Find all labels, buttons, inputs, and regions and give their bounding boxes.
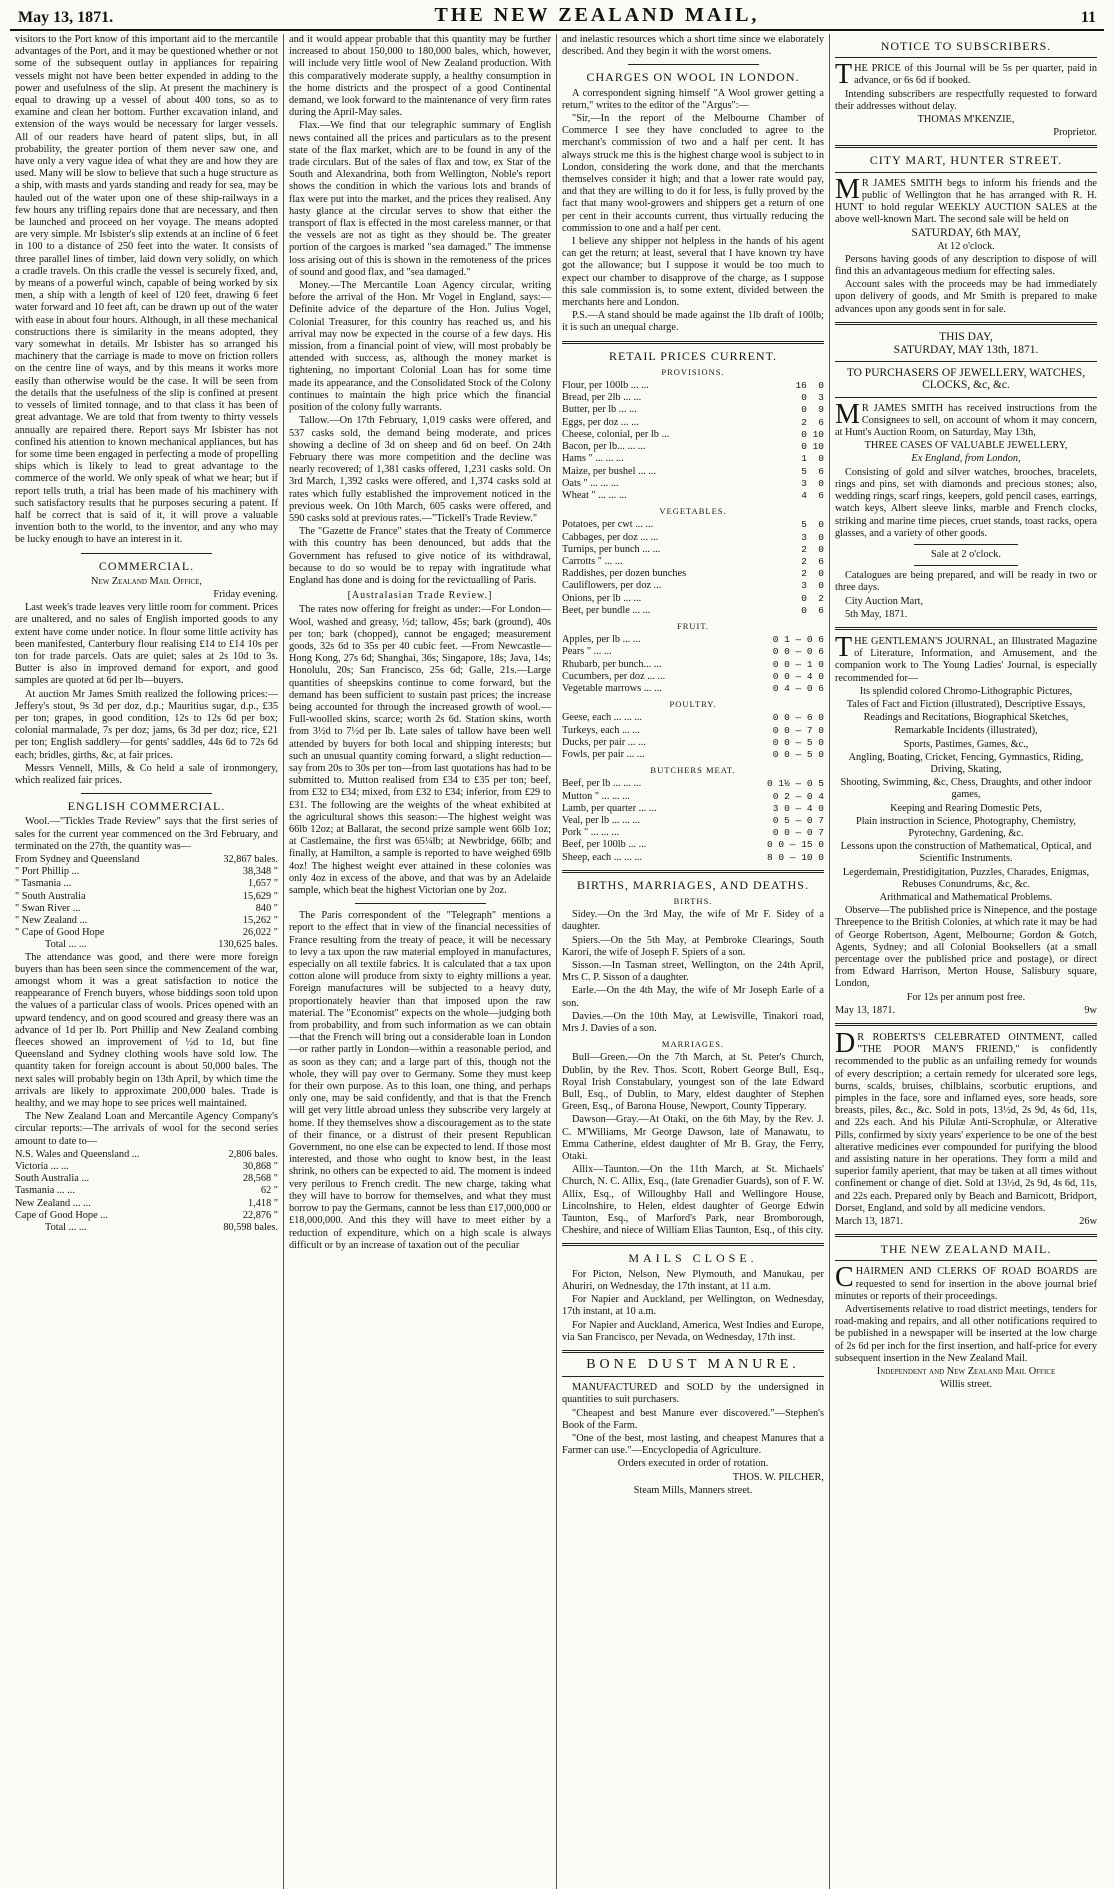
notice-signature: Proprietor.: [1053, 127, 1097, 139]
item-label: Eggs, per doz ... ...: [562, 416, 639, 428]
issue-date: May 13, 1871.: [18, 9, 114, 26]
item-price: 0 2 — 0 4: [772, 790, 824, 802]
list-item: [562, 429, 824, 441]
fruit-heading: FRUIT.: [676, 620, 710, 631]
city-time: At 12 o'clock.: [937, 240, 995, 252]
item-price: 0 1 — 0 6: [772, 634, 824, 646]
marriages-list: [562, 1052, 824, 1237]
charges-paragraph: "Sir,—In the report of the Melbourne Chamber of Commerce I see they have concluded to agree to the merchant's commission of two and a half per cent. It has always struck me this is the highest charge wool is subject to in London, considering the work done, and that the merchants themselves consider it high; and that a lower rate would pay, and that they are willing to do it for less, is fully proved by the fact that many wool-growers and shippers get a return of one per cent in their accounts current, thus virtually reducing the commission to one and a half per cent.: [562, 113, 824, 234]
row-label: From Sydney and Queensland: [15, 854, 140, 865]
item-label: Potatoes, per cwt ... ...: [562, 519, 654, 531]
list-item: [562, 671, 824, 683]
ad-code: 9w: [1084, 1004, 1097, 1016]
item-price: 3 0: [801, 531, 824, 543]
ointment-paragraph: DR ROBERTS'S CELEBRATED OINTMENT, called "THE POOR MAN'S FRIEND," is confidently recommended to the public as an unfailing remedy for wounds of every description; a certain remedy for ulcerated sore legs, burns, scalds, bruises, chilblains, scorbutic eruptions, and pimples in the face, sore and inflamed eyes, sore heads, sore breasts, piles, &c., &c. Sold in pots, 13½d, 2s 9d, 4s 6d, 11s, and 22s each. And his Pilulæ Anti-Scrophulæ, or Alterative Pills, confirmed by sixty years' experience to be one of the best alterative medicines ever compounded for purifying the blood and assisting nature in her operations. They form a mild and superior family aperient, that may be taken at all times without confinement or change of diet. Sold at 13½d, 2s 9d, 4s 6d, 11s, and 22s each. Prepared only by Beach and Barnicott, Bridport, Dorset, England, and sold by all medicine vendors.: [835, 1028, 1097, 1214]
item-price: 4 6: [801, 489, 824, 501]
city-mart-heading: CITY MART, HUNTER STREET.: [869, 153, 1063, 168]
city-paragraph: MR JAMES SMITH begs to inform his friends and the public of Wellington that he has arranged with R. H. HUNT to hold regular WEEKLY AUCTION SALES at the above well-known Mart. The second sale will be held on: [835, 173, 1097, 226]
mails-heading: MAILS CLOSE.: [628, 1251, 758, 1266]
item-label: Turnips, per bunch ... ...: [562, 543, 661, 555]
row-value: 1,657 ": [248, 878, 278, 890]
list-item: Sidey.—On the 3rd May, the wife of Mr F. Sidey of a daughter.: [562, 909, 824, 933]
list-item: [562, 519, 824, 531]
total-value: 130,625 bales.: [218, 939, 278, 951]
vegetables-list: [562, 519, 824, 617]
divider: [81, 793, 213, 794]
divider: [835, 1023, 1097, 1026]
row-label: Victoria ... ...: [15, 1161, 69, 1173]
births-heading: BIRTHS.: [673, 896, 713, 906]
item-label: Cucumbers, per doz ... ...: [562, 670, 666, 682]
item-label: Hams " ... ... ...: [562, 453, 624, 465]
item-label: Onions, per lb ... ...: [562, 592, 642, 604]
australasian-heading: [Australasian Trade Review.]: [347, 590, 493, 602]
item-label: Sheep, each ... ... ...: [562, 851, 643, 863]
column-3: [556, 34, 829, 1889]
gentlemans-journal-paragraph: Observe—The published price is Ninepence, and the postage Threepence to the British Colonies, at which rate it may be had of George Robertson, Agent, Melbourne; Gordon & Gotch, Agents, Sydney; and all Colonial Booksellers (at a small percentage over the published price and postage), or direct from Edward Harrison, Merton House, Salisbury square, London,: [835, 905, 1097, 990]
port-slip-article: visitors to the Port know of this important aid to the mercantile advantages of the Port, and it may be questioned whether or not some of the subsequent outlay in appliances for repairing vessels might not have been better expended in adding to the power and usefulness of the slip. At present the machinery is equal to drawing up a vessel of about 400 tons, so as to examine and clean her bottom. Further excavation inland, and extension of the ways would be necessary for larger vessels. All of our readers have heard of patent slips, but, in all probability, the greater portion of them never saw one, and have only a very vague idea of what they are and how they are used. Many will be slow to believe that such a huge structure as a ship, with masts and yards standing and ready for sea, may be hauled out of the water upon one of these ship-railways in a few hours any trifling repairs done that are necessary, and then be launched and proceed on her voyage. The means adopted are very simple. Mr Isbister's slip extends at an incline of 6 feet in 100 to a distance of 250 feet into the water. It consists of three parallel lines of timber, laid down very solidly, on which a cradle travels. On this cradle the vessel is securely fixed, and, by means of a powerful winch, capable of being worked by six men, a ship with a length of keel of 120 feet, drawing 6 feet water forward and 10 feet aft, can be drawn up out of the water with ease in about four hours. Although, in all these mechanical constructions there is similarity in the means adopted, they vary somewhat in details. Mr Isbister has so arranged his machinery that the carriage is made to move on friction rollers on the centre line of ways, and by this means it works more easily than otherwise would be the case. It will be seen from the details that the usefulness of the slip is confined at present to vessels of limited tonnage, and to that class it has been of great advantage. We are told that from twenty to thirty vessels annually are repaired there. Report says Mr Isbister has not confined his attention to known mechanical appliances, but has for some time been engaged in perfecting a mode of propelling ships which is likely to lead to great advantage to the commerce of the world. We only speak of what we hear; but if report tells truth, a trial has been made of his machinery with such satisfactory results that he purposes securing a patent. If half be correct that is said of it, it will prove a valuable invention both to the world, to the inventor, and any who may be lucky enough to have an interest in it.: [15, 34, 278, 546]
list-item: For Picton, Nelson, New Plymouth, and Manukau, per Ahuriri, on Wednesday, the 17th instant, at 11 a.m.: [562, 1268, 824, 1292]
item-label: Beef, per lb ... ... ...: [562, 778, 642, 790]
item-label: Mutton " ... ... ...: [562, 790, 630, 802]
ad-code: 26w: [1079, 1216, 1097, 1228]
row-value: 26,022 ": [242, 927, 278, 939]
list-item: Remarkable Incidents (illustrated),: [894, 725, 1038, 737]
item-price: 3 0: [801, 477, 824, 489]
list-item: [562, 737, 824, 749]
divider: [562, 1376, 824, 1377]
list-item: [562, 404, 824, 416]
notice-heading: NOTICE TO SUBSCRIBERS.: [880, 39, 1052, 53]
list-item: Sisson.—In Tasman street, Wellington, on the 24th April, Mrs C. P. Sisson of a daughter.: [562, 960, 824, 984]
table-row: [15, 1185, 278, 1197]
list-item: [562, 580, 824, 592]
flax-paragraph: Flax.—We find that our telegraphic summary of English news contained all the prices and particulars as to the present state of the flax market, which are to be found in any of the trade circulars. But of the sales of flax and tow, ex Star of the South and Alexandrina, both from Wellington, Noble's report shows the condition in which the various lots and brands of flax were put into the market, and the prices they realised. Any hasty glance at the circular serves to show that either the transport of flax is effected in the most careless manner, or that the vessels are not as tight as they should be. The greater portion of the cargoes is marked "sea damaged." The immense loss arising out of this is shown in the remoteness of the prices of sound and good flax, and "sea damaged.": [289, 120, 551, 278]
item-price: 0 0 — 7 0: [772, 724, 824, 736]
item-price: 0 9: [801, 404, 824, 416]
money-paragraph: Money.—The Mercantile Loan Agency circular, writing before the arrival of the Hon. Mr Vogel in England, says:—Definite advice of the departure of the Hon. Julius Vogel, Colonial Treasurer, for this country has reached us, and his arrival may now be expected in the course of a few days. His mission, from a financial point of view, will most probably be attended with success, as, although the money market is tightening, no important Colonial Loan has for some time made its appearance, and the Consolidated Stock of the Colony continues to maintain the high price which the financial position of the colony fully warrants.: [289, 280, 551, 414]
item-price: 0 0 — 6 0: [772, 712, 824, 724]
item-label: Cabbages, per doz ... ...: [562, 531, 659, 543]
row-value: 28,568 ": [242, 1173, 278, 1185]
nz-mail-heading: THE NEW ZEALAND MAIL.: [880, 1242, 1052, 1257]
list-item: Its splendid colored Chromo-Lithographic Pictures,: [859, 685, 1073, 697]
row-label: N.S. Wales and Queensland ...: [15, 1148, 140, 1160]
item-label: Carrotts " ... ...: [562, 555, 623, 567]
jewellery-paragraph: Catalogues are being prepared, and will be ready in two or three days.: [835, 570, 1097, 594]
table-row: [15, 1149, 278, 1161]
divider: [81, 553, 213, 554]
fruit-list: [562, 634, 824, 695]
row-label: " New Zealand ...: [15, 915, 88, 927]
item-label: Pears " ... ...: [562, 646, 612, 658]
gentlemans-journal-price: For 12s per annum post free.: [906, 991, 1026, 1003]
vegetables-heading: VEGETABLES.: [659, 506, 727, 517]
item-price: 0 0 — 15 0: [766, 839, 824, 851]
english-commercial-heading: ENGLISH COMMERCIAL.: [67, 799, 226, 814]
masthead: [10, 0, 1104, 31]
item-price: 2 0: [801, 568, 824, 580]
item-label: Apples, per lb ... ...: [562, 634, 641, 646]
list-item: [562, 466, 824, 478]
divider: [835, 172, 1097, 173]
item-price: 8 0 — 10 0: [766, 851, 824, 863]
list-item: [562, 568, 824, 580]
table-row: [15, 1161, 278, 1173]
divider: [835, 322, 1097, 325]
list-item: [562, 556, 824, 568]
notice-signature: THOMAS M'KENZIE,: [917, 114, 1015, 126]
row-value: 38,348 ": [242, 866, 278, 878]
list-item: [562, 683, 824, 695]
list-item: Spiers.—On the 5th May, at Pembroke Clearings, South Karori, the wife of Joseph F. Spiers of a son.: [562, 934, 824, 958]
item-label: Maize, per bushel ... ...: [562, 465, 657, 477]
item-price: 0 10: [801, 428, 824, 440]
commercial-heading: COMMERCIAL.: [98, 558, 195, 573]
city-paragraph: Account sales with the proceeds may be had immediately upon delivery of goods, and Mr Smith is prepared to make advances upon any goods sent in for sale.: [835, 279, 1097, 315]
item-label: Cauliflowers, per doz ...: [562, 580, 662, 592]
item-price: 2 6: [801, 555, 824, 567]
column-4: [829, 34, 1102, 1889]
item-price: 0 4 — 0 6: [772, 682, 824, 694]
article-paragraph: and inelastic resources which a short time since we elaborately described. And they begin it with the worst omens.: [562, 34, 824, 58]
row-label: " Tasmania ...: [15, 878, 72, 890]
divider: [914, 544, 1019, 545]
item-price: 16 0: [795, 380, 824, 392]
item-price: 2 6: [801, 416, 824, 428]
poultry-list: [562, 712, 824, 761]
bone-signature: THOS. W. PILCHER,: [732, 1471, 824, 1483]
item-price: 3 0 — 4 0: [772, 802, 824, 814]
row-value: 22,876 ": [242, 1209, 278, 1221]
total-label: Total ... ...: [45, 1222, 87, 1234]
list-item: [562, 852, 824, 864]
wool-total-1: [15, 939, 278, 951]
item-label: Turkeys, each ... ...: [562, 724, 640, 736]
provisions-list: [562, 380, 824, 502]
nz-mail-signature: Independent and New Zealand Mail Office: [876, 1366, 1056, 1378]
jewellery-cases: THREE CASES OF VALUABLE JEWELLERY,: [864, 440, 1068, 452]
item-label: Beef, per 100lb ... ...: [562, 839, 647, 851]
row-label: " South Australia: [15, 890, 86, 902]
item-price: 0 5 — 0 7: [772, 814, 824, 826]
item-label: Pork " ... ... ...: [562, 827, 620, 839]
nz-mail-paragraph: Advertisements relative to road district meetings, tenders for road-making and repairs, and all other notifications required to be published in a newspaper will be inserted at the low charge of 2s 6d per inch for the first insertion, and half-price for every subsequent insertion in the New Zealand Mail.: [835, 1304, 1097, 1364]
jewellery-signature: City Auction Mart,: [845, 595, 924, 607]
table-row: [15, 903, 278, 915]
list-item: Davies.—On the 10th May, at Lewisville, Tinakori road, Mrs J. Davies of a son.: [562, 1010, 824, 1035]
jewellery-origin: Ex England, from London,: [911, 453, 1021, 465]
item-label: Bread, per 2lb ... ...: [562, 392, 642, 404]
jewellery-signature: 5th May, 1871.: [845, 608, 908, 620]
bone-dust-heading: BONE DUST MANURE.: [586, 1356, 800, 1372]
butchers-list: [562, 778, 824, 863]
item-label: Rhubarb, per bunch... ...: [562, 658, 662, 670]
divider: [835, 1260, 1097, 1261]
item-label: Vegetable marrows ... ...: [562, 682, 662, 694]
list-item: Shooting, Swimming, &c, Chess, Draughts, and other indoor games,: [840, 777, 1092, 801]
row-value: 15,262 ": [242, 915, 278, 927]
divider: [562, 1243, 824, 1246]
notice-paragraph: THE PRICE of this Journal will be 5s per quarter, paid in advance, or 6s 6d if booked.: [835, 59, 1097, 91]
divider: [628, 64, 759, 65]
item-price: 0 0 — 0 6: [772, 646, 824, 658]
commercial-paragraph: Messrs Vennell, Mills, & Co held a sale of ironmongery, which realized fair prices.: [15, 762, 278, 786]
city-date: SATURDAY, 6th MAY,: [911, 227, 1021, 240]
row-value: 1,418 ": [248, 1197, 278, 1209]
table-row: [15, 878, 278, 890]
list-item: [562, 392, 824, 404]
this-day: THIS DAY,: [939, 330, 993, 343]
item-label: Ducks, per pair ... ...: [562, 736, 646, 748]
bone-paragraph: Orders executed in order of rotation.: [617, 1458, 769, 1470]
row-label: " Swan River ...: [15, 902, 81, 914]
item-price: 0 0 — 5 0: [772, 736, 824, 748]
list-item: Plain instruction in Science, Photography, Chemistry, Pyrotechny, Gardening, &c.: [855, 815, 1077, 839]
divider: [914, 565, 1019, 566]
list-item: Bull—Green.—On the 7th March, at St. Peter's Church, Dublin, by the Rev. Thos. Scott, Robert George Bull, Esq., Royal Irish Constabulary, youngest son of the late Edward Bull, Esq., of Dublin, to Mary, eldest daughter of Stephen Green, Esq., of Barona House, Newport, County Tipperary.: [562, 1052, 824, 1113]
divider: [835, 1234, 1097, 1237]
list-item: Legerdemain, Prestidigitation, Puzzles, Charades, Enigmas, Rebuses Conundrums, &c, &c.: [842, 866, 1090, 890]
gentlemans-journal-paragraph: THE GENTLEMAN'S JOURNAL, an Illustrated Magazine of Literature, Information, and Amusement, and the companion work to The Young Ladies' Journal, is especially recommended for—: [835, 631, 1097, 684]
item-label: Cheese, colonial, per lb ...: [562, 428, 670, 440]
row-value: 62 ": [260, 1185, 278, 1197]
gentlemans-journal-footer: [835, 1005, 1097, 1017]
list-item: [562, 605, 824, 617]
table-row: [15, 915, 278, 927]
office-line: New Zealand Mail Office,: [91, 575, 202, 587]
city-paragraph: Persons having goods of any description to dispose of will find this an advantageous medium for effecting sales.: [835, 253, 1097, 278]
divider: [562, 870, 824, 873]
column-2: [283, 34, 556, 1889]
item-price: 0 0 — 1 0: [772, 658, 824, 670]
list-item: [562, 839, 824, 851]
item-label: Raddishes, per dozen bunches: [562, 568, 687, 580]
item-label: Geese, each ... ... ...: [562, 712, 643, 724]
this-day-date: SATURDAY, MAY 13th, 1871.: [893, 344, 1039, 357]
item-price: 3 0: [801, 580, 824, 592]
row-value: 15,629 ": [242, 890, 278, 902]
list-item: [562, 544, 824, 556]
item-price: 0 1½ — 0 5: [766, 778, 824, 790]
item-label: Beet, per bundle ... ...: [562, 604, 651, 616]
row-value: 840 ": [255, 902, 278, 914]
item-price: 0 2: [801, 592, 824, 604]
list-item: Allix—Taunton.—On the 11th March, at St. Michaels' Church, N. C. Allix, Esq., (late Grenadier Guards), son of F. W. Allix, Esq., of Willoughby Hall and Wellingore House, Lincolnshire, to Helen, eldest daughter of George Edwin Taunton, Esq., of Marford's Park, near Bromborough, Cheshire, and niece of William Elias Taunton, Esq., of this city.: [562, 1164, 824, 1237]
commercial-paragraph: At auction Mr James Smith realized the following prices:—Jeffery's stout, 9s 3d per doz, d.p.; Mauritius sugar, d.p., £35 per ton; grapes, in good condition, 12s to 12s 6d per box; colonial marmalade, 7s per doz; jams, 6s 3d per doz; rice, £21 per ton; English saddlery—for gents' saddles, 44s 6d to 72s 6d each; bridles, girths, &c, at fair prices.: [15, 688, 278, 761]
row-label: Tasmania ... ...: [15, 1185, 75, 1197]
list-item: Arithmatical and Mathematical Problems.: [879, 891, 1053, 903]
list-item: [562, 725, 824, 737]
list-item: [562, 791, 824, 803]
retail-prices-heading: RETAIL PRICES CURRENT.: [608, 348, 778, 363]
list-item: [562, 380, 824, 392]
ad-date: March 13, 1871.: [835, 1216, 904, 1228]
column-1: [10, 34, 283, 1889]
row-label: New Zealand ... ...: [15, 1197, 91, 1209]
list-item: Dawson—Gray.—At Otaki, on the 6th May, by the Rev. J. C. M'Williams, Mr George Dawson, late of Manawatu, to Emma Catherine, eldest daughter of Mr B. Gray, the Ferry, Otaki.: [562, 1114, 824, 1163]
table-row: [15, 1198, 278, 1210]
list-item: [562, 417, 824, 429]
tallow-paragraph: Tallow.—On 17th February, 1,019 casks were offered, and 537 casks sold, the demand being moderate, and prices showing a decline of 3d on sheep and 6d on beef. On 24th February there was more competition and the decline was nearly recovered; of 1,381 casks offered, 1,231 casks sold. On 3rd March, 1,392 casks were offered, and 1,374 casks sold at rates which fully established the improvement noticed in the previous week. On 10th March, 605 casks were offered, and 590 casks sold at previous rates.—"Tickell's Trade Review.": [289, 415, 551, 524]
list-item: [562, 815, 824, 827]
bone-paragraph: "Cheapest and best Manure ever discovered."—Stephen's Book of the Farm.: [562, 1407, 824, 1431]
gentlemans-journal-list: [835, 686, 1097, 904]
newspaper-title: THE NEW ZEALAND MAIL,: [434, 4, 760, 26]
list-item: [562, 712, 824, 724]
list-item: Sports, Pastimes, Games, &c.,: [903, 738, 1029, 750]
divider: [835, 145, 1097, 148]
row-label: " Port Phillip ...: [15, 866, 80, 878]
list-item: Keeping and Rearing Domestic Pets,: [890, 802, 1042, 814]
births-list: [562, 909, 824, 1035]
bone-address: Steam Mills, Manners street.: [633, 1484, 753, 1496]
nz-mail-paragraph: CHAIRMEN AND CLERKS OF ROAD BOARDS are requested to send for insertion in the above journal brief minutes or reports of their proceedings.: [835, 1262, 1097, 1302]
item-label: Oats " ... ... ...: [562, 477, 619, 489]
list-item: Earle.—On the 4th May, the wife of Mr Joseph Earle of a son.: [562, 985, 824, 1009]
jewellery-paragraph: Consisting of gold and silver watches, brooches, bracelets, rings and pins, set with diamonds and precious stones; also, wedding rings, scarf rings, keepers, gold pencil cases, earrings, watch keys, Albert sleeve links, marble and French clocks, striking and marine time pieces, cruet stands, toast racks, opera glasses, and a variety of other goods.: [835, 466, 1097, 539]
divider: [355, 903, 486, 904]
row-label: " Cape of Good Hope: [15, 927, 105, 939]
wool-paragraph: The New Zealand Loan and Mercantile Agency Company's circular reports:—The arrivals of wool for the second series amount to date to—: [15, 1111, 278, 1147]
list-item: [562, 453, 824, 465]
item-label: Butter, per lb ... ...: [562, 404, 637, 416]
item-label: Veal, per lb ... ... ...: [562, 814, 641, 826]
jewellery-sale-time: Sale at 2 o'clock.: [931, 548, 1001, 560]
item-price: 0 6: [801, 604, 824, 616]
table-row: [15, 1210, 278, 1222]
article-paragraph: and it would appear probable that this quantity may be further increased to about 150,000 to 180,000 bales, which, however, will include very little wool of New Zealand production. With this comparatively moderate supply, a healthy consumption in the home districts and the prospect of a good Continental demand, we look forward to the maintenance of very firm rates during the April-May sales.: [289, 34, 551, 119]
item-label: Flour, per 100lb ... ...: [562, 380, 649, 392]
notice-paragraph: Intending subscribers are respectfully requested to forward their addresses without delay.: [835, 88, 1097, 112]
jewellery-paragraph: MR JAMES SMITH has received instructions from the Consignees to sell, on account of whom it may concern, at Hunt's Auction Room, on Saturday, May 13th,: [835, 398, 1097, 439]
ad-date: May 13, 1871.: [835, 1004, 896, 1016]
list-item: [562, 778, 824, 790]
list-item: [562, 441, 824, 453]
list-item: [562, 803, 824, 815]
list-item: [562, 490, 824, 502]
list-item: [562, 478, 824, 490]
table-row: [15, 1173, 278, 1185]
divider: [562, 341, 824, 344]
list-item: Readings and Recitations, Biographical Sketches,: [863, 712, 1069, 724]
item-label: Bacon, per lb... ... ...: [562, 441, 646, 453]
marriages-heading: MARRIAGES.: [661, 1039, 725, 1050]
item-label: Fowls, per pair ... ...: [562, 748, 645, 760]
bmd-heading: BIRTHS, MARRIAGES, AND DEATHS.: [577, 877, 809, 892]
item-label: Lamb, per quarter ... ...: [562, 802, 657, 814]
commercial-paragraph: Last week's trade leaves very little room for comment. Prices are unaltered, and no sales of English imported goods to any extent have come under notice. In flour some little activity has been manifested, Canterbury flour realising £14 to £14 10s per ton for trade parcels. Oats are quiet; sales at 2s 10d to 3s. Butter is also in improved demand for export, and good samples are quoted at 6d per lb—buyers.: [15, 602, 278, 687]
charges-paragraph: I believe any shipper not helpless in the hands of his agent can get the return; at least, several that I have known try have got the allowance; but I suppose it would be too much to expect our chamber to disapprove of the charge, as I suppose this sale commission is, to some extent, divided between the merchants here and London.: [562, 236, 824, 309]
nz-mail-signature: Willis street.: [939, 1379, 993, 1391]
mails-list: [562, 1269, 824, 1344]
item-price: 5 6: [801, 465, 824, 477]
australasian-paragraph: The rates now offering for freight as under:—For London—Wool, washed and greasy, ½d; tallow, 45s; bark (ground), 40s per ton; bark (chopped), cannot be engaged; measurement goods, 32s 6d to 35s per 40 cubic feet. —From Newcastle—Hong Kong, 27s 6d; Shanghai, 36s; Singapore, 18s; Java, 14s; Honolulu, 20s; San Francisco, 25s 6d; Galle, 21s.—Large quantities of sheepskins continue to come forward, but the demand has been sufficient to sustain past prices; the increase being accounted for through the increased growth of wool.—Full-woolled skins, scarce; worth 2s 6d. Station skins, worth from 3½d to 7½d per lb. Late sales of tallow have been well attended by buyers for both local and shipping interests; but such an unusual quantity coming forward, a slight reduction—say from 20s to 30s per ton—from last quotations has had to be submitted to. Mutton realised from £34 to £35 per ton; beef, from £32 to £34; mixed, from £32 to £34; inferior, from £29 to £31. The following are the weights of the wheat exhibited at the agricultural shows this season:—The highest weight was 66lb 12oz; at Ballarat, the second prize sample went 66lb 1oz; at Castlemaine, the first was 65¼lb; at Newbridge, 66lb; and finally, at Hamilton, a sample is reported to have weighed 69lb 4oz! The highest weight ever attained in these colonies was only 4oz in excess of the above, and that was by an Adelaide sample, which beat the highest Victorian one by 2oz.: [289, 604, 551, 897]
list-item: Lessons upon the construction of Mathematical, Optical, and Scientific Instruments.: [840, 841, 1092, 865]
row-label: South Australia ...: [15, 1173, 90, 1185]
wool-total-2: [15, 1222, 278, 1234]
row-value: 30,868 ": [242, 1161, 278, 1173]
bone-paragraph: MANUFACTURED and SOLD by the undersigned in quantities to suit purchasers.: [562, 1382, 824, 1406]
list-item: For Napier and Auckland, America, West Indies and Europe, via San Francisco, per Nevada, on Wednesday, 17th inst.: [562, 1319, 824, 1343]
list-item: [562, 532, 824, 544]
wool-paragraph: Wool.—"Tickles Trade Review" says that the first series of sales for the current year commenced on the 3rd February, and terminated on the 27th, the quantity was—: [15, 816, 278, 852]
item-label: Wheat " ... ... ...: [562, 489, 627, 501]
row-value: 2,806 bales.: [228, 1148, 278, 1160]
butchers-heading: BUTCHERS MEAT.: [650, 765, 736, 776]
list-item: [562, 827, 824, 839]
table-row: [15, 866, 278, 878]
list-item: [562, 646, 824, 658]
item-price: 0 0 — 5 0: [772, 748, 824, 760]
office-line: Friday evening.: [213, 588, 278, 600]
row-value: 32,867 bales.: [223, 854, 278, 865]
list-item: [562, 593, 824, 605]
divider: [835, 361, 1097, 362]
page-number: 11: [1080, 9, 1096, 26]
table-row: [15, 927, 278, 939]
bone-paragraph: "One of the best, most lasting, and cheapest Manures that a Farmer can use."—Encyclopedia of Agriculture.: [562, 1432, 824, 1457]
item-price: 0 0 — 4 0: [772, 670, 824, 682]
wool-table-2: [15, 1149, 278, 1222]
table-row: [15, 854, 278, 866]
list-item: [562, 749, 824, 761]
item-price: 0 10: [801, 441, 824, 453]
wool-table-1: [15, 854, 278, 939]
divider: [835, 57, 1097, 58]
columns: [10, 34, 1104, 1889]
charges-paragraph: P.S.—A stand should be made against the 1lb draft of 100lb; it is such an unequal charge.: [562, 310, 824, 334]
jewellery-heading: TO PURCHASERS OF JEWELLERY, WATCHES, CLOCKS, &c, &c.: [846, 367, 1086, 392]
gazette-paragraph: The "Gazette de France" states that the Treaty of Commerce with this country has been denounced, but adds that the Government has refused to give notice of its withdrawal, because to do so would be to repay with ingratitude what England has done and is doing for the revictualling of Paris.: [289, 526, 551, 586]
total-value: 80,598 bales.: [223, 1222, 278, 1234]
list-item: [562, 659, 824, 671]
list-item: Tales of Fact and Fiction (illustrated), Descriptive Essays,: [846, 698, 1086, 710]
divider: [562, 1350, 824, 1353]
list-item: For Napier and Auckland, per Wellington, on Wednesday, 17th instant, at 10 a.m.: [562, 1294, 824, 1318]
ointment-footer: [835, 1216, 1097, 1228]
item-price: 0 0 — 0 7: [772, 827, 824, 839]
item-price: 0 3: [801, 392, 824, 404]
poultry-heading: POULTRY.: [669, 699, 717, 710]
list-item: [562, 634, 824, 646]
table-row: [15, 891, 278, 903]
wool-paragraph: The attendance was good, and there were more foreign buyers than has been seen since the commencement of the war, amongst whom it was a great satisfaction to notice the reappearance of French buyers, whose biddings soon told upon the values of a particular class of wools. Prices opened with an upward tendency, and on good scoured and greasy there was an advance of 1d per lb. Port Phillip and New Zealand combing fleeces showed an improvement of ½d to 1d, but fine Queensland and Sydney clothing wools have sold low. The quantity taken for foreign account is about 50,000 bales. The next sales will probably begin on 13th April, by which time the arrivals are likely to approximate 200,000 bales. Trade is healthy, and we may hope to see prices well maintained.: [15, 951, 278, 1110]
divider: [835, 397, 1097, 398]
charges-paragraph: A correspondent signing himself "A Wool grower getting a return," writes to the editor of the "Argus":—: [562, 87, 824, 111]
provisions-heading: PROVISIONS.: [661, 366, 725, 377]
divider: [835, 627, 1097, 630]
item-price: 1 0: [801, 453, 824, 465]
item-price: 5 0: [801, 519, 824, 531]
paris-paragraph: The Paris correspondent of the "Telegraph" mentions a report to the effect that in view of the financial necessities of France resulting from the treaty of peace, it will be necessary to levy a tax upon the raw material employed in manufactures, especially on all textile fabrics. It is calculated that a tax upon cotton alone will produce from sixty to eighty millions a year. Foreign manufactures will be subjected to a heavy duty, proportionately heavier than that imposed upon the raw material. The "Economist" expects on the whole—judging both from probability, and from such information as we can obtain—that the French will bring out a considerable loan in London—or rather partly in London—within a reasonable period, and as soon as they can; and a large part of this, though not the whole, they will pay over to Germany. Some they must keep for their own purpose. As to this loan, one thing, and perhaps only one, may be said confidently, and that is that the French will get very little abroad unless they subscribe very largely at home. If they themselves show a discouragement as to the state of their finance, or a distrust of their present Republican Government, no one else can be expected to lend. If those most interested, and those who ought to know best, in the least shrink, no others can be expected to aid. The moment is indeed very perilous to French credit. The new charge, taking what they will have to borrow for themselves, and what they must borrow to pay the Germans, cannot be less than £17,000,000 or £18,000,000. And this they will have to meet either by a reduction of expenditure, which on a high scale is always difficult or by an increase of taxation out of the peculiar: [289, 910, 551, 1251]
row-label: Cape of Good Hope ...: [15, 1209, 108, 1221]
list-item: Angling, Boating, Cricket, Fencing, Gymnastics, Riding, Driving, Skating,: [848, 751, 1084, 775]
total-label: Total ... ...: [45, 939, 87, 951]
item-price: 2 0: [801, 543, 824, 555]
charges-heading: CHARGES ON WOOL IN LONDON.: [586, 70, 800, 85]
